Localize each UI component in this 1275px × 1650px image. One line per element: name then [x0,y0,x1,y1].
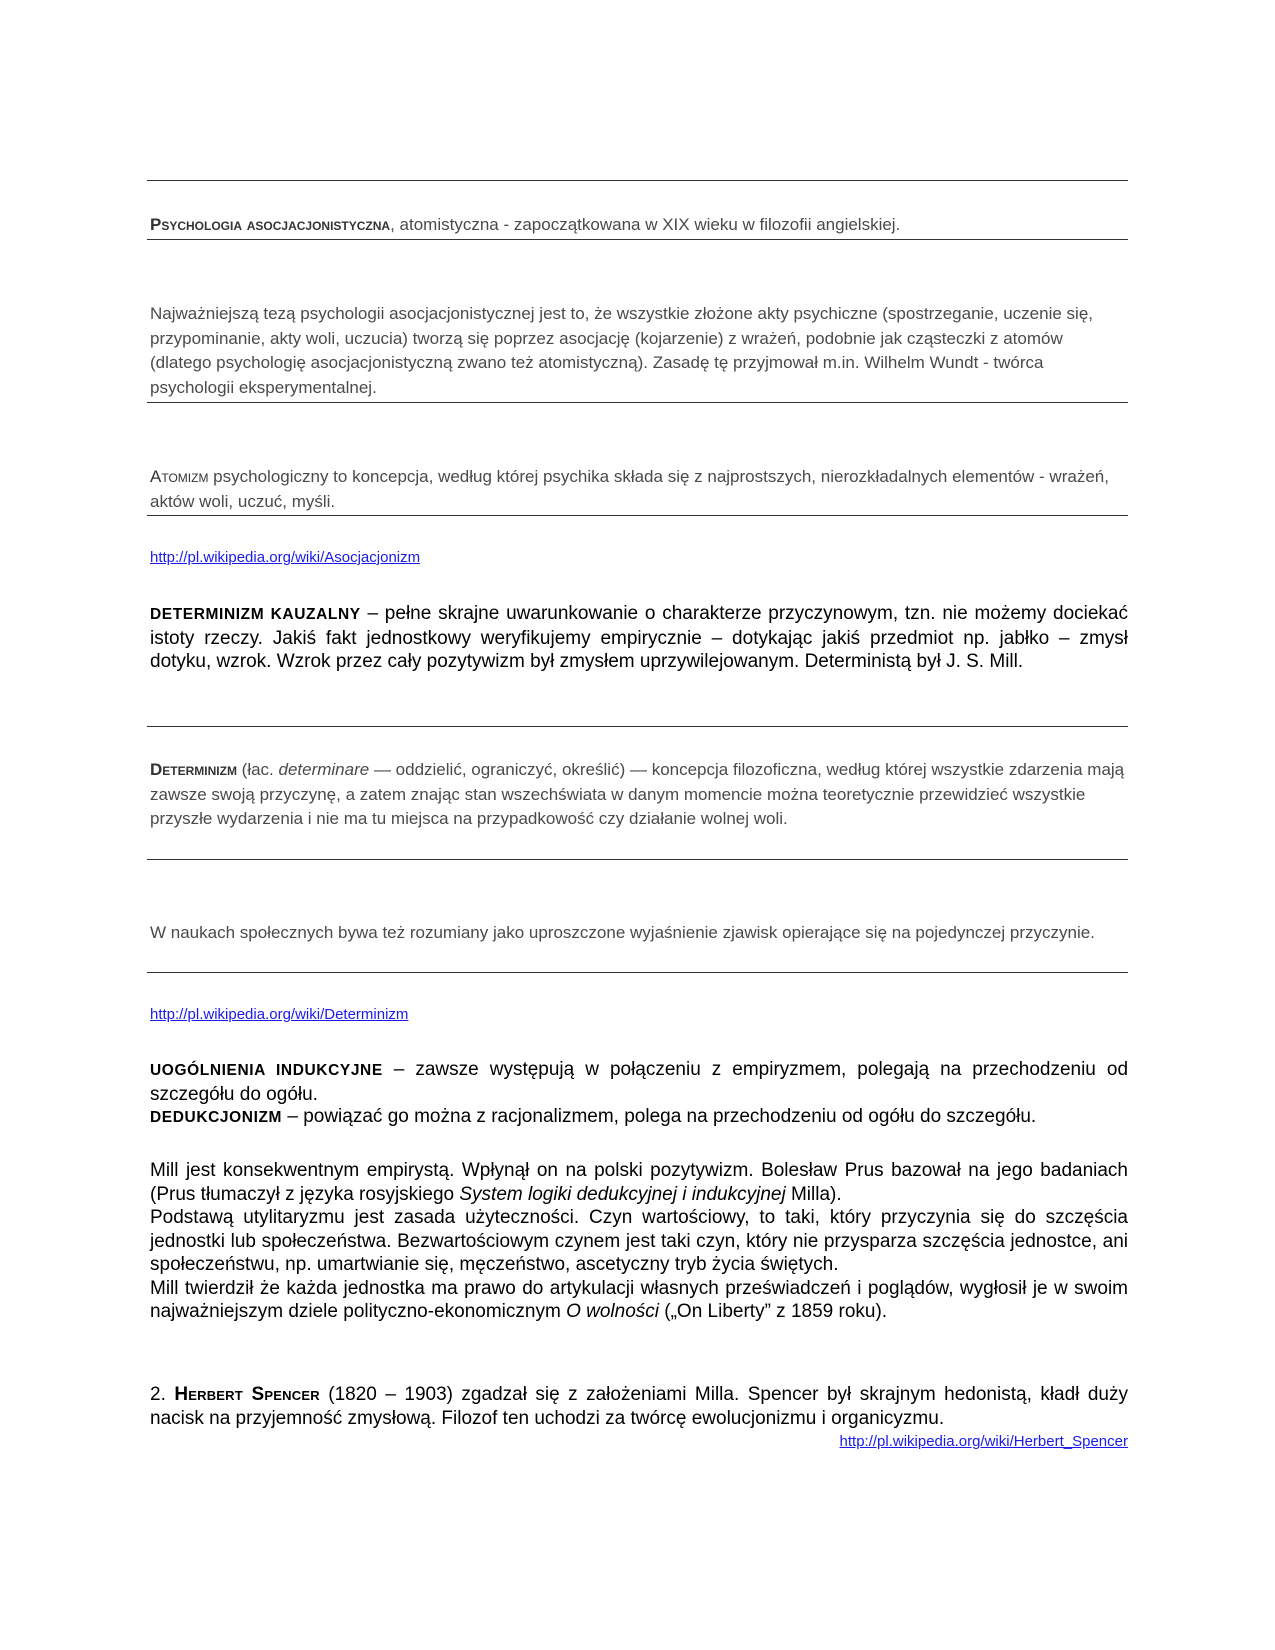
paragraph-mill-empirysta [150,1159,1128,1206]
horizontal-rule [147,402,1128,403]
horizontal-rule [147,972,1128,973]
paragraph-text: Milla). [785,1183,842,1205]
paragraph-text: Najważniejszą tezą psychologii asocjacjonistycznej jest to, że wszystkie złożone akty psychiczne (spostrzeganie, uczenie się, przypominanie, akty woli, uczucia) tworzą się poprzez asocjację (kojarzenie) z wrażeń, podobnie jak cząsteczki z atomów (dlatego psychologię asocjacjonistyczną zwano też atomistyczną). Zasadę tę przyjmował m.in. Wilhelm Wundt - twórca psychologii eksperymentalnej. [150,304,1093,397]
horizontal-rule [147,239,1128,240]
paragraph-text: („On Liberty” z 1859 roku). [658,1301,888,1322]
paragraph-text: – pełne skrajne uwarunkowanie o charakterze przyczynowym, tzn. nie możemy dociekać istoty rzeczy. Jakiś fakt jednostkowy weryfikujemy empirycznie – dotykając jakiś przedmiot np. jabłko – zmysł dotyku, wzrok. Wzrok przez cały pozytywizm był zmysłem uprzywilejowanym. Deterministą był J. S. Mill. [150,603,1129,672]
horizontal-rule [147,726,1128,727]
term-herbert-spencer: Herbert Spencer [174,1384,320,1405]
term-determinizm-kauzalny: DETERMINIZM KAUZALNY [150,606,361,623]
paragraph-atomizm [150,465,1128,514]
paragraph-determinizm [150,758,1128,832]
term-atomizm: Atomizm [150,467,209,486]
paragraph-text: — oddzielić, ograniczyć, określić) — koncepcja filozoficzna, według której wszystkie zdarzenia mają zawsze swoją przyczynę, a zatem znając stan wszechświata w danym momencie można teoretycznie przewidzieć wszystkie przyszłe wydarzenia i nie ma tu miejsca na przypadkowość czy działanie wolnej woli. [150,760,1125,828]
section-number: 2. [150,1384,175,1405]
paragraph-text: (łac. [236,760,279,779]
paragraph-psychologia-asocjacjonistyczna [150,213,1128,238]
paragraph-text: Mill jest konsekwentnym empirystą. Wpłynął on na polski pozytywizm. Bolesław Prus bazował na jego badaniach (Prus tłumaczył z języka rosyjskiego [150,1160,1128,1205]
link-asocjacjonizm[interactable]: http://pl.wikipedia.org/wiki/Asocjacjonizm [150,549,421,566]
paragraph-text: psychologiczny to koncepcja, według której psychika składa się z najprostszych, nierozkładalnych elementów - wrażeń, aktów woli, uczuć, myśli. [150,467,1109,511]
paragraph-text: (1820 – 1903) zgadzał się z założeniami Milla. Spencer był skrajnym hedonistą, kładł duży nacisk na przyjemność zmysłową. Filozof ten uchodzi za twórcę ewolucjonizmu i organicyzmu. [150,1384,1128,1429]
paragraph-spencer [150,1383,1128,1430]
book-title: O wolności [566,1301,659,1322]
paragraph-mill [150,1159,1128,1324]
link-herbert-spencer[interactable]: http://pl.wikipedia.org/wiki/Herbert_Spencer [839,1433,1128,1450]
link-determinizm[interactable]: http://pl.wikipedia.org/wiki/Determinizm [150,1006,409,1023]
paragraph-uogolnienia-indukcyjne [150,1058,1128,1106]
paragraph-text: – zawsze występują w połączeniu z empiryzmem, polegają na przechodzeniu od szczegółu do ogółu. [150,1059,1129,1105]
latin-term: determinare [278,760,370,779]
horizontal-rule [147,859,1128,860]
term-psychologia-asocjacjonistyczna: Psychologia asocjacjonistyczna [150,215,391,234]
paragraph-determinizm-kauzalny [150,602,1128,674]
paragraph-dedukcjonizm [150,1105,1128,1130]
paragraph-text: Mill twierdził że każda jednostka ma prawo do artykulacji własnych przeświadczeń i poglądów, wygłosił je w swoim najważniejszym dziele polityczno-ekonomicznym [150,1277,1128,1322]
term-dedukcjonizm: DEDUKCJONIZM [150,1109,283,1126]
paragraph-nauki-spoleczne [150,921,1128,946]
term-uogolnienia-indukcyjne: UOGÓLNIENIA INDUKCYJNE [150,1062,383,1079]
book-title: System logiki dedukcyjnej i indukcyjnej [459,1183,786,1205]
paragraph-mill-wolnosc [150,1277,1128,1324]
paragraph-text: – powiązać go można z racjonalizmem, polega na przechodzeniu od ogółu do szczegółu. [282,1106,1037,1127]
paragraph-asocjacja [150,302,1128,400]
paragraph-text: W naukach społecznych bywa też rozumiany jako uproszczone wyjaśnienie zjawisk opierające się na pojedynczej przyczynie. [150,923,1095,942]
horizontal-rule [147,180,1128,181]
term-determinizm: Determinizm [150,760,237,779]
paragraph-text: , atomistyczna - zapoczątkowana w XIX wieku w filozofii angielskiej. [390,215,901,234]
paragraph-utylitaryzm: Podstawą utylitaryzmu jest zasada użyteczności. Czyn wartościowy, to taki, który przyczynia się do szczęścia jednostki lub społeczeństwa. Bezwartościowym czynem jest taki czyn, który nie przysparza szczęścia jednostce, ani społeczeństwu, np. umartwianie się, męczeństwo, ascetyczny tryb życia świętych. [150,1207,1128,1275]
horizontal-rule [147,515,1128,516]
